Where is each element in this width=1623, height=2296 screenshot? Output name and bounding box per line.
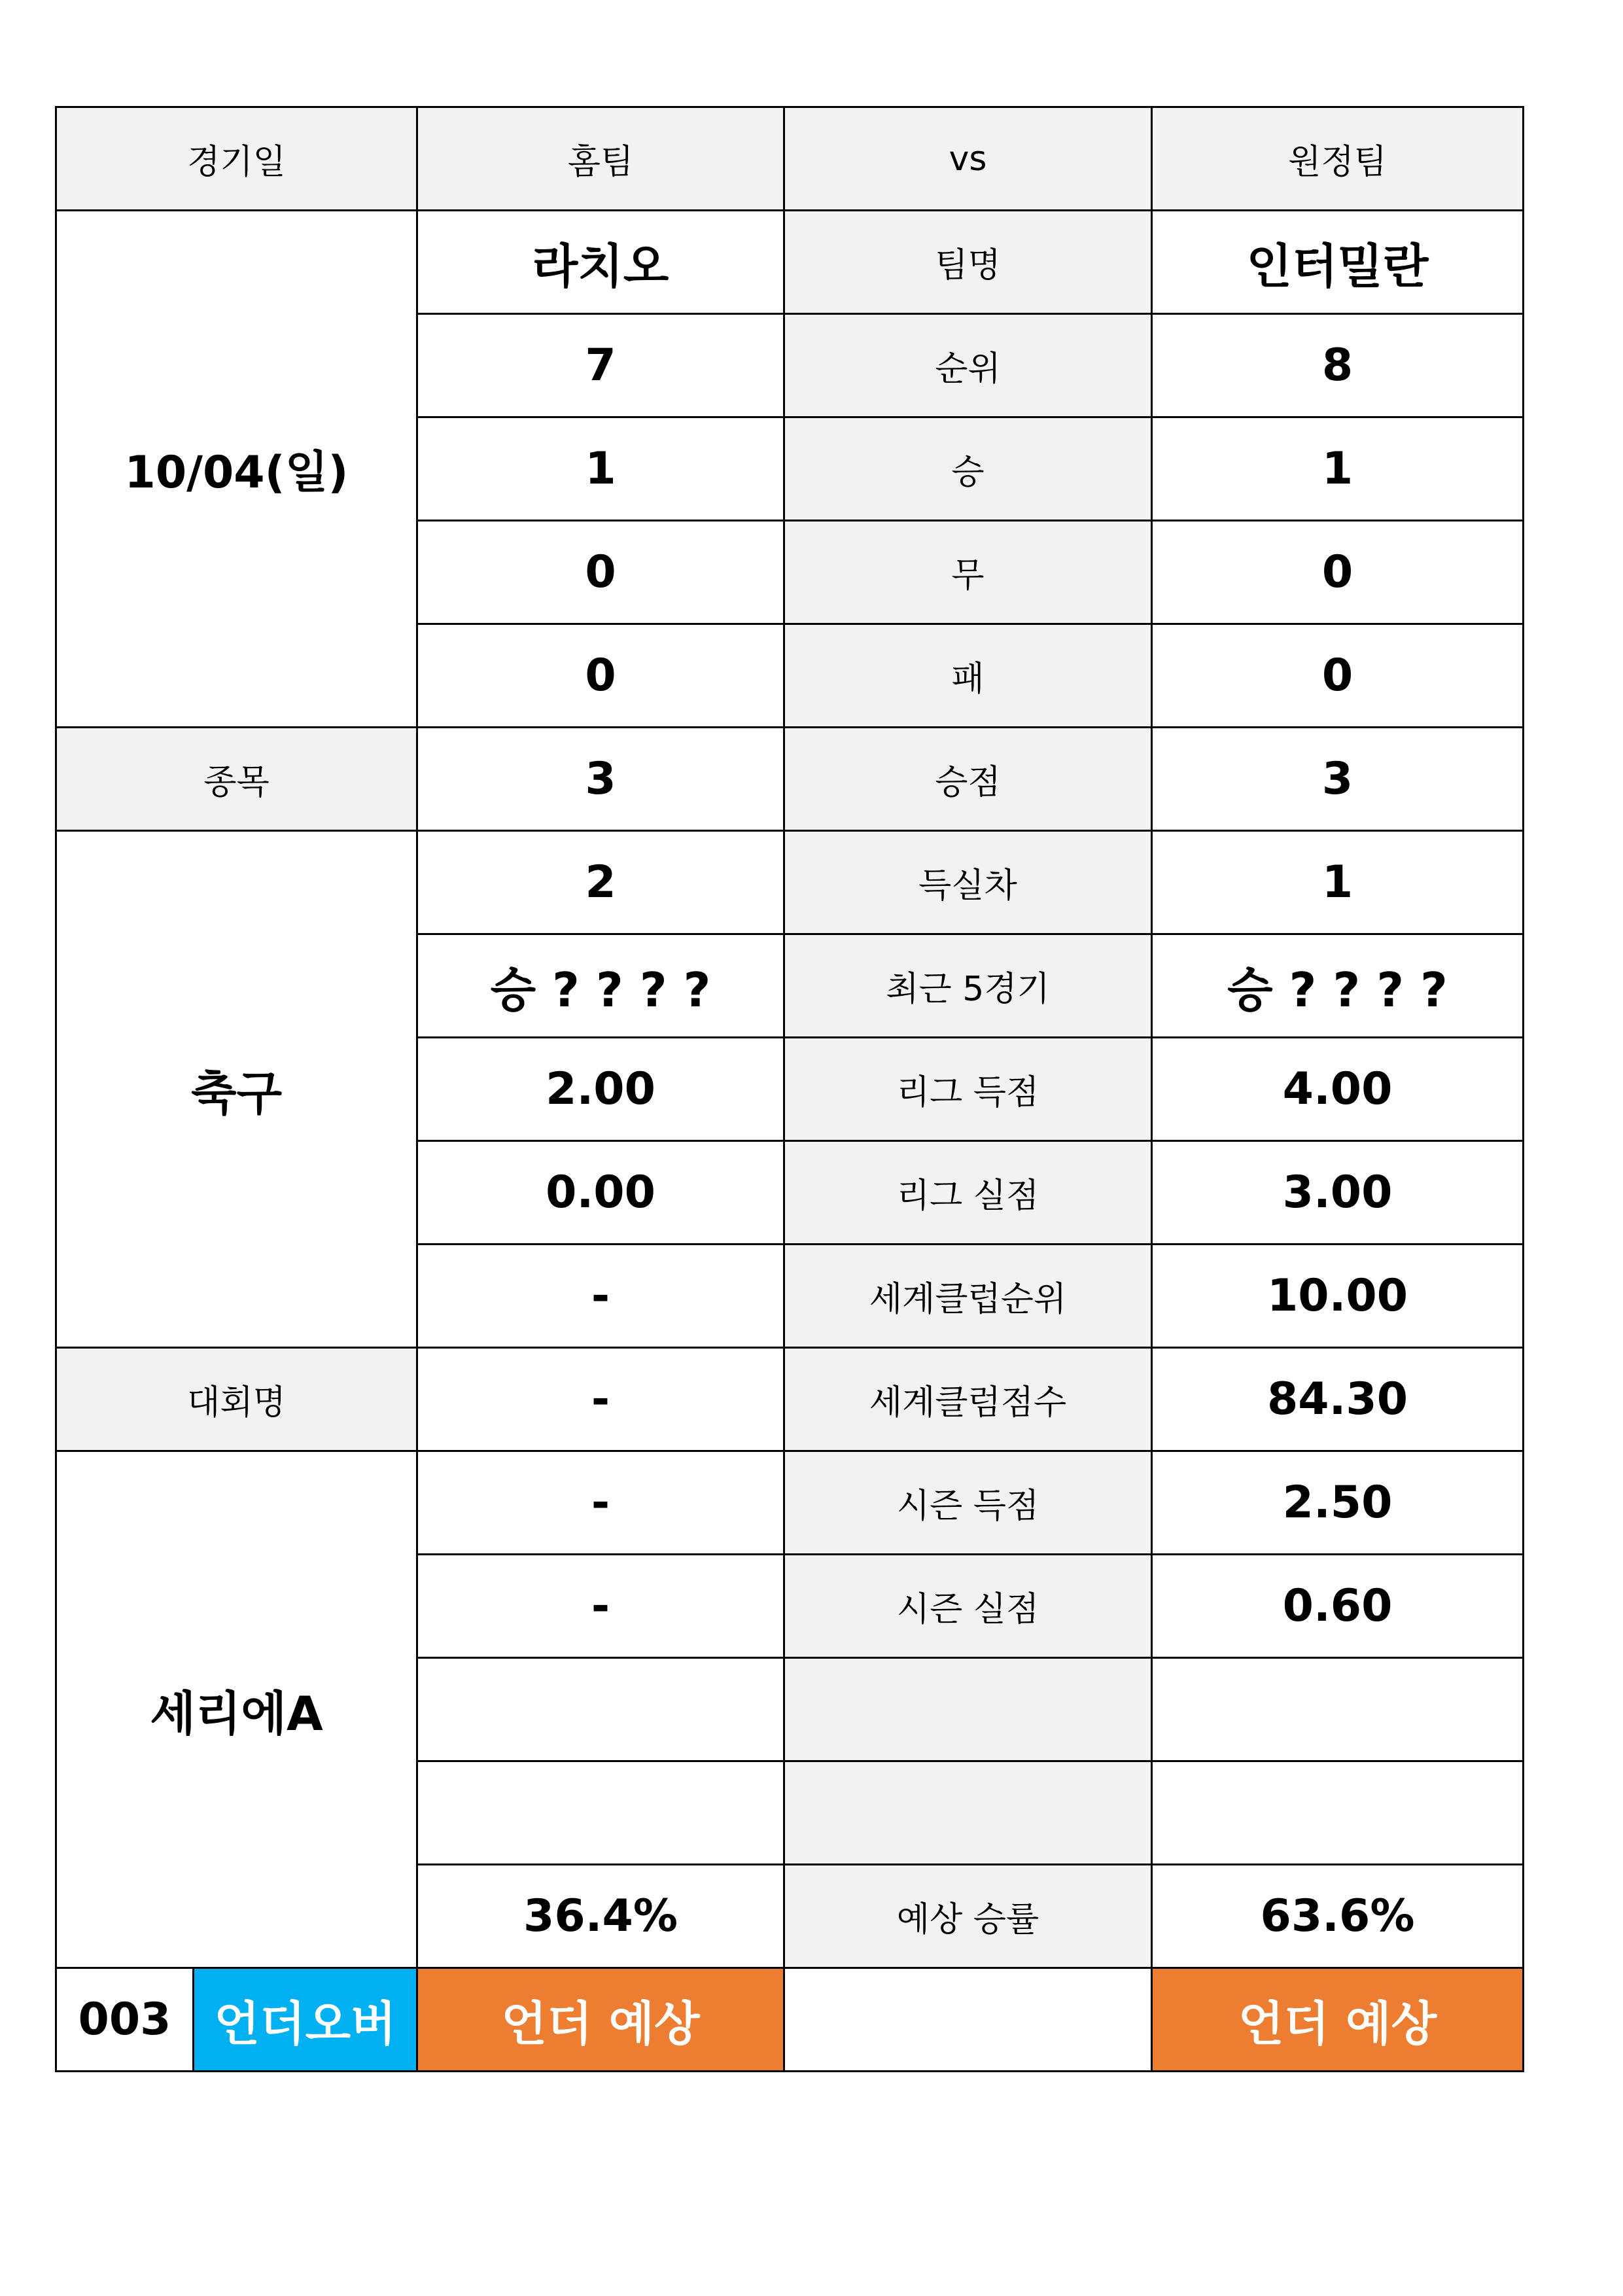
away-team-name: 인터밀란 [1152, 211, 1524, 314]
home-value [417, 1658, 784, 1761]
home-value: - [417, 1348, 784, 1451]
home-value: 7 [417, 314, 784, 417]
sport-value: 축구 [56, 831, 417, 1348]
table-row [56, 728, 1524, 831]
away-value [1152, 1761, 1524, 1865]
home-recent-form: 승 ? ? ? ? [417, 934, 784, 1038]
away-value: 0 [1152, 521, 1524, 624]
away-value: 0 [1152, 624, 1524, 728]
game-code: 003 [56, 1968, 194, 2072]
match-date: 10/04(일) [56, 211, 417, 728]
home-value [417, 1761, 784, 1865]
row-label: 세계클럼점수 [784, 1348, 1152, 1451]
home-value: 0 [417, 624, 784, 728]
row-label: 예상 승률 [784, 1865, 1152, 1968]
match-table [55, 106, 1524, 2072]
home-value: 3 [417, 728, 784, 831]
home-value: 1 [417, 417, 784, 521]
home-value: - [417, 1555, 784, 1658]
home-team-name: 라치오 [417, 211, 784, 314]
row-label: 세계클럽순위 [784, 1245, 1152, 1348]
table-row [56, 831, 1524, 934]
away-value: 84.30 [1152, 1348, 1524, 1451]
row-label [784, 1761, 1152, 1865]
row-label: 패 [784, 624, 1152, 728]
home-value: - [417, 1245, 784, 1348]
bet-type-badge: 언더오버 [194, 1968, 417, 2072]
home-value: 0 [417, 521, 784, 624]
league-label: 대회명 [56, 1348, 417, 1451]
home-win-rate: 36.4% [417, 1865, 784, 1968]
row-label: 득실차 [784, 831, 1152, 934]
middle-prediction [784, 1968, 1152, 2072]
away-value: 8 [1152, 314, 1524, 417]
header-away: 원정팀 [1152, 107, 1524, 211]
away-value [1152, 1658, 1524, 1761]
home-value: 2 [417, 831, 784, 934]
home-prediction: 언더 예상 [417, 1968, 784, 2072]
home-value: 2.00 [417, 1038, 784, 1141]
away-value: 3 [1152, 728, 1524, 831]
away-value: 10.00 [1152, 1245, 1524, 1348]
row-label: 승 [784, 417, 1152, 521]
row-label: 리그 득점 [784, 1038, 1152, 1141]
away-value: 1 [1152, 417, 1524, 521]
away-recent-form: 승 ? ? ? ? [1152, 934, 1524, 1038]
row-label: 시즌 득점 [784, 1451, 1152, 1555]
table-row [56, 211, 1524, 314]
header-row [56, 107, 1524, 211]
row-label: 시즌 실점 [784, 1555, 1152, 1658]
away-value: 1 [1152, 831, 1524, 934]
header-vs: vs [784, 107, 1152, 211]
away-prediction: 언더 예상 [1152, 1968, 1524, 2072]
row-label: 리그 실점 [784, 1141, 1152, 1245]
away-value: 2.50 [1152, 1451, 1524, 1555]
table-row [56, 1348, 1524, 1451]
row-label: 무 [784, 521, 1152, 624]
row-label [784, 1658, 1152, 1761]
row-label: 순위 [784, 314, 1152, 417]
row-label: 최근 5경기 [784, 934, 1152, 1038]
row-label: 승점 [784, 728, 1152, 831]
home-value: - [417, 1451, 784, 1555]
away-win-rate: 63.6% [1152, 1865, 1524, 1968]
league-value: 세리에A [56, 1451, 417, 1968]
footer-row [56, 1968, 1524, 2072]
sport-label: 종목 [56, 728, 417, 831]
home-value: 0.00 [417, 1141, 784, 1245]
away-value: 0.60 [1152, 1555, 1524, 1658]
header-home: 홈팀 [417, 107, 784, 211]
header-date: 경기일 [56, 107, 417, 211]
away-value: 4.00 [1152, 1038, 1524, 1141]
away-value: 3.00 [1152, 1141, 1524, 1245]
table-row [56, 1451, 1524, 1555]
row-label: 팀명 [784, 211, 1152, 314]
